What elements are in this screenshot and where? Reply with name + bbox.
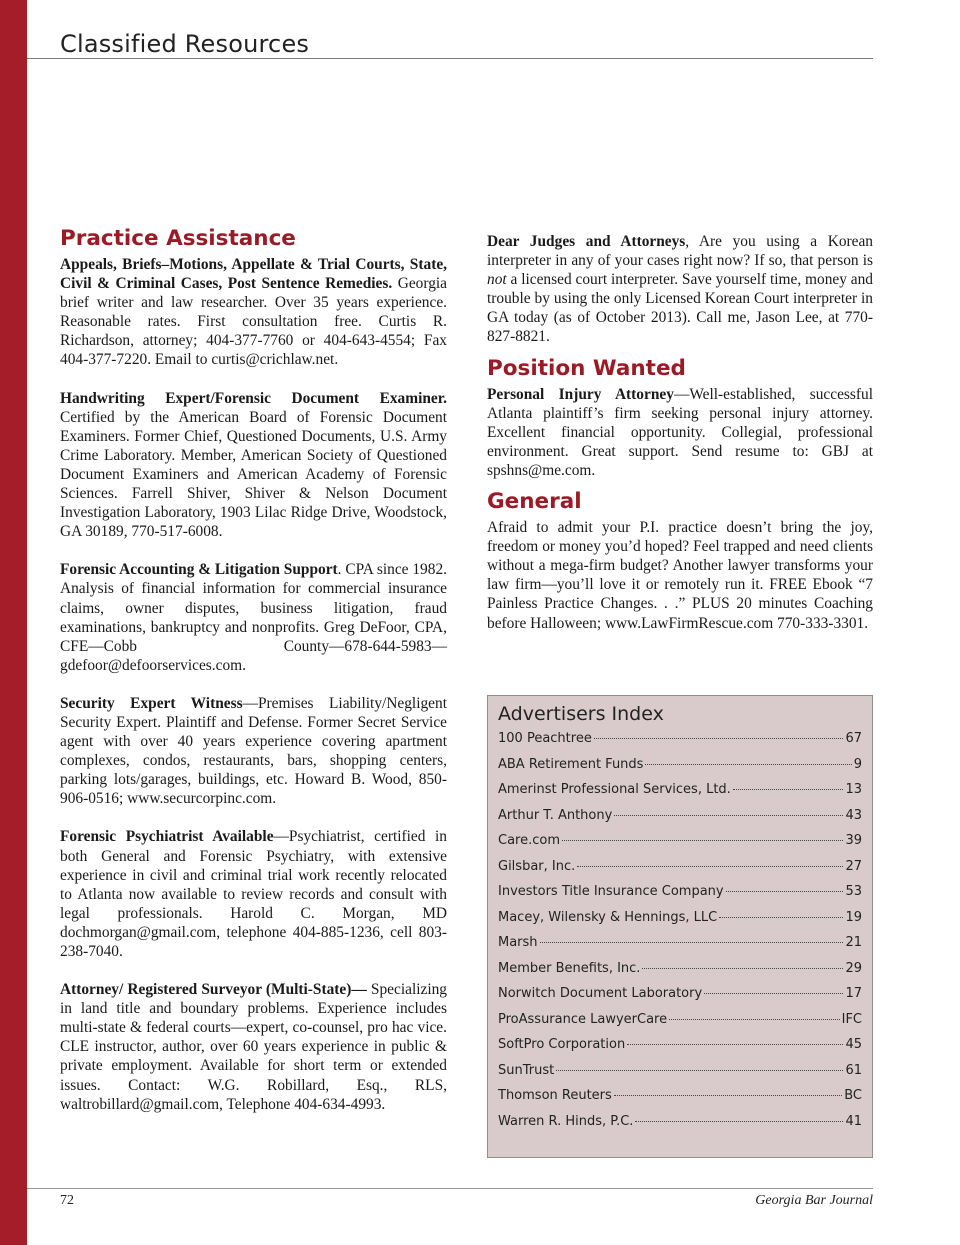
classified-ad-forensic-psychiatrist xyxy=(60,827,447,961)
ad-body: —Psychiatrist, certified in both General and Forensic Psychiatry, with extensive experience in civil and criminal trial work recently relocated to Atlanta now available to review records and consult with legal professionals. Harold C. Morgan, MD dochmorgan@gmail.com, telephone 404-885-1236, cell 803-238-7040. xyxy=(60,828,447,960)
general-heading: General xyxy=(487,489,582,515)
right-column xyxy=(487,232,873,633)
advertiser-name: Investors Title Insurance Company xyxy=(498,884,724,899)
ad-title: Handwriting Expert/Forensic Document Examiner. xyxy=(60,389,447,407)
advertiser-name: Norwitch Document Laboratory xyxy=(498,986,703,1001)
advertiser-entry xyxy=(498,808,862,834)
advertiser-name: Amerinst Professional Services, Ltd. xyxy=(498,782,731,797)
advertiser-entry xyxy=(498,859,862,885)
advertiser-name: ABA Retirement Funds xyxy=(498,756,644,772)
dot-leader xyxy=(645,764,851,765)
advertiser-name: SoftPro Corporation xyxy=(498,1037,626,1052)
ad-body: Certified by the American Board of Forensic Document Examiners. Former Chief, Questioned Documents, U.S. Army Crime Laboratory. Member, American Society of Questioned Document Examiners and American Academy of Forensic Sciences. Farrell Shiver, Shiver & Nelson Document Investigation Laboratory, 1903 Lilac Ridge Drive, Woodstock, GA 30189, 770-517-6008. xyxy=(60,408,447,541)
footer-divider xyxy=(27,1188,873,1189)
advertiser-name: ProAssurance LawyerCare xyxy=(498,1011,668,1027)
dot-leader xyxy=(577,866,843,867)
advertisers-index-title: Advertisers Index xyxy=(498,703,664,725)
advertiser-entry xyxy=(498,884,862,910)
advertiser-page: 29 xyxy=(845,960,862,976)
classified-ad-forensic-accounting xyxy=(60,560,447,675)
advertiser-entry xyxy=(498,1063,862,1089)
advertiser-entry xyxy=(498,986,862,1012)
advertiser-entry xyxy=(498,1114,862,1140)
margin-accent-bar xyxy=(0,0,27,1245)
dot-leader xyxy=(726,891,844,892)
ad-body: . CPA since 1982. Analysis of financial information for commercial insurance claims, owner disputes, business litigation, fraud examinations, bankruptcy and nonprofits. Greg DeFoor, CPA, CFE—Cobb County—678-644-5983—gdefoor@defoorservices.com. xyxy=(60,561,447,674)
advertiser-name: Marsh xyxy=(498,935,538,950)
ad-title: Forensic Accounting & Litigation Support xyxy=(60,561,338,579)
dot-leader xyxy=(562,840,843,841)
advertiser-page: 45 xyxy=(845,1037,862,1052)
dot-leader xyxy=(594,738,844,739)
advertiser-page: 27 xyxy=(845,858,862,874)
ad-title: Dear Judges and Attorneys xyxy=(487,233,686,250)
advertisers-index-list xyxy=(498,731,862,1139)
classified-ad-security-expert xyxy=(60,694,447,809)
ad-title: Security Expert Witness xyxy=(60,694,243,712)
advertiser-page: 21 xyxy=(845,935,862,950)
classified-ad-law-firm-rescue xyxy=(487,518,873,633)
advertiser-name: Gilsbar, Inc. xyxy=(498,858,576,874)
advertiser-entry xyxy=(498,757,862,783)
title-divider xyxy=(27,58,873,59)
advertiser-name: Care.com xyxy=(498,833,560,848)
dot-leader xyxy=(540,942,844,943)
advertiser-entry xyxy=(498,1012,862,1038)
advertiser-page: IFC xyxy=(841,1011,862,1027)
advertiser-page: 39 xyxy=(845,833,862,848)
advertiser-name: Warren R. Hinds, P.C. xyxy=(498,1113,634,1129)
ad-body: —Well-established, successful Atlanta plaintiff’s firm seeking personal injury attorney. Excellent financial opportunity. Collegial, professional environment. Great support. Send resume to: GBJ at spshns@me.com. xyxy=(487,385,873,479)
dot-leader xyxy=(733,789,844,790)
ad-body: a licensed court interpreter. Save yourself time, money and trouble by using the only Licensed Korean Court interpreter in GA today (as of October 2013). Call me, Jason Lee, at 770-827-8821. xyxy=(487,271,873,346)
ad-title: Appeals, Briefs–Motions, Appellate & Trial Courts, State, Civil & Criminal Cases, Post Sentence Remedies. xyxy=(60,256,447,293)
practice-assistance-heading: Practice Assistance xyxy=(60,226,296,251)
advertiser-name: Thomson Reuters xyxy=(498,1088,612,1103)
journal-name: Georgia Bar Journal xyxy=(755,1193,873,1208)
advertiser-entry xyxy=(498,1088,862,1114)
classified-ad-surveyor xyxy=(60,980,447,1114)
classified-ad-korean-interpreter xyxy=(487,232,873,347)
advertiser-page: 61 xyxy=(845,1062,862,1078)
dot-leader xyxy=(719,917,843,918)
dot-leader xyxy=(614,815,843,816)
advertiser-page: 53 xyxy=(845,884,862,899)
classified-ad-appeals xyxy=(60,255,447,370)
advertiser-page: 43 xyxy=(845,807,862,823)
advertisers-index xyxy=(487,695,873,1158)
page-number: 72 xyxy=(60,1193,74,1208)
advertiser-page: 41 xyxy=(845,1113,862,1129)
ad-body: Specializing in land title and boundary problems. Experience includes multi-state & federal courts—expert, co-counsel, pro hac vice. CLE instructor, author, over 60 years experience in public & private employment. Available for short term or extended issues. Contact: W.G. Robillard, Esq., RLS, waltrobillard@gmail.com, Telephone 404-634-4993. xyxy=(60,981,447,1113)
dot-leader xyxy=(704,993,843,994)
ad-body: , Are you using a Korean interpreter in any of your cases right now? If so, that person is xyxy=(487,233,873,270)
advertiser-name: SunTrust xyxy=(498,1062,555,1078)
ad-emphasis: not xyxy=(487,271,507,289)
advertiser-name: Arthur T. Anthony xyxy=(498,807,613,823)
dot-leader xyxy=(635,1121,843,1122)
ad-body: —Premises Liability/Negligent Security Expert. Plaintiff and Defense. Former Secret Service agent with over 40 years experience covering apartment complexes, condos, restaurants, bars, shopping centers, parking lots/garages, buildings, etc. Howard B. Wood, 850-906-0516; www.securcorpinc.com. xyxy=(60,694,447,808)
advertiser-page: 13 xyxy=(845,782,862,797)
dot-leader xyxy=(614,1095,842,1096)
dot-leader xyxy=(642,968,843,969)
advertiser-page: 9 xyxy=(853,756,862,772)
advertiser-entry xyxy=(498,833,862,859)
advertiser-entry xyxy=(498,1037,862,1063)
ad-title: Personal Injury Attorney xyxy=(487,385,674,403)
advertiser-page: 19 xyxy=(845,909,862,925)
advertiser-name: Macey, Wilensky & Hennings, LLC xyxy=(498,909,718,925)
ad-body: Georgia brief writer and law researcher. Over 35 years experience. Reasonable rates. First consultation free. Curtis R. Richardson, attorney; 404-377-7760 or 404-643-4554; Fax 404-377-7220. Email to curtis@crichlaw.net. xyxy=(60,275,447,369)
advertiser-entry xyxy=(498,731,862,757)
dot-leader xyxy=(627,1044,843,1045)
ad-title: Attorney/ Registered Surveyor (Multi-State)— xyxy=(60,981,367,999)
classified-ad-handwriting-expert xyxy=(60,389,447,542)
advertiser-page: BC xyxy=(844,1088,862,1103)
classified-ad-personal-injury xyxy=(487,385,873,480)
left-column xyxy=(60,226,447,1133)
advertiser-name: Member Benefits, Inc. xyxy=(498,960,641,976)
advertiser-page: 17 xyxy=(845,986,862,1001)
dot-leader xyxy=(556,1070,843,1071)
advertiser-entry xyxy=(498,910,862,936)
page-title: Classified Resources xyxy=(60,30,310,58)
advertiser-entry xyxy=(498,935,862,961)
position-wanted-heading: Position Wanted xyxy=(487,355,686,381)
advertiser-entry xyxy=(498,782,862,808)
ad-title: Forensic Psychiatrist Available xyxy=(60,828,274,846)
dot-leader xyxy=(669,1019,840,1020)
advertiser-entry xyxy=(498,961,862,987)
ad-body: Afraid to admit your P.I. practice doesn’t bring the joy, freedom or money you’d hoped? Feel trapped and need clients without a mega-firm budget? Another lawyer transforms your law firm—you’ll love it or remotely run it. FREE Ebook “7 Painless Practice Changes. . .” PLUS 20 minutes Coaching before Halloween; www.LawFirmRescue.com 770-333-3301. xyxy=(487,519,873,632)
advertiser-name: 100 Peachtree xyxy=(498,731,592,746)
advertiser-page: 67 xyxy=(845,731,862,746)
